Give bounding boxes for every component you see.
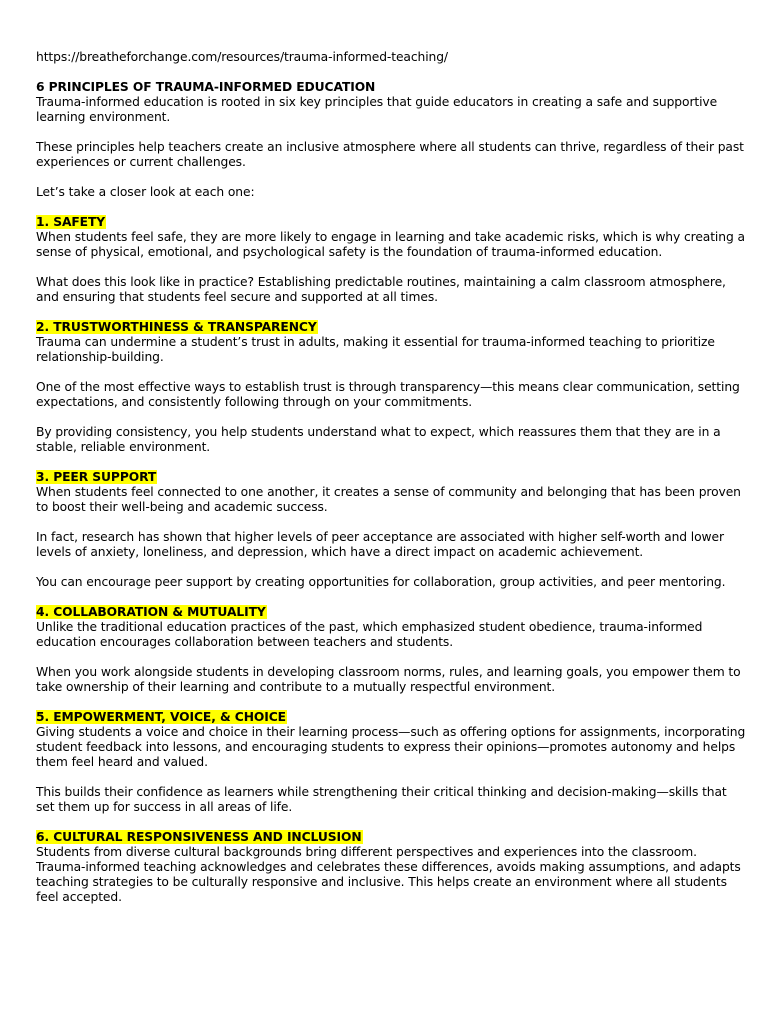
section-heading-peer-support xyxy=(36,470,748,485)
spacer xyxy=(36,560,748,575)
spacer xyxy=(36,305,748,320)
spacer xyxy=(36,515,748,530)
spacer xyxy=(36,260,748,275)
highlighted-heading-text: 6. CULTURAL RESPONSIVENESS AND INCLUSION xyxy=(36,830,362,844)
document-page xyxy=(36,50,748,905)
highlighted-heading-text: 1. SAFETY xyxy=(36,215,106,229)
spacer xyxy=(36,410,748,425)
section-paragraph: Unlike the traditional education practices of the past, which emphasized student obedience, trauma-informed education encourages collaboration between teachers and students. xyxy=(36,620,703,649)
highlighted-heading-text: 3. PEER SUPPORT xyxy=(36,470,157,484)
section-paragraph: One of the most effective ways to establish trust is through transparency—this means clear communication, setting expectations, and consistently following through on your commitments. xyxy=(36,380,740,409)
section-paragraph: When you work alongside students in developing classroom norms, rules, and learning goals, you empower them to take ownership of their learning and contribute to a mutually respectful environment. xyxy=(36,665,741,694)
intro-paragraph-2: These principles help teachers create an inclusive atmosphere where all students can thrive, regardless of their past experiences or current challenges. xyxy=(36,140,744,169)
section-heading-trustworthiness xyxy=(36,320,748,335)
section-paragraph: You can encourage peer support by creating opportunities for collaboration, group activities, and peer mentoring. xyxy=(36,575,726,589)
section-paragraph: By providing consistency, you help students understand what to expect, which reassures them that they are in a stable, reliable environment. xyxy=(36,425,721,454)
section-heading-cultural-responsiveness xyxy=(36,830,748,845)
section-heading-collaboration xyxy=(36,605,748,620)
spacer xyxy=(36,455,748,470)
spacer xyxy=(36,125,748,140)
spacer xyxy=(36,650,748,665)
section-paragraph: When students feel safe, they are more likely to engage in learning and take academic risks, which is why creating a sense of physical, emotional, and psychological safety is the foundation of trauma-informed education. xyxy=(36,230,745,259)
spacer xyxy=(36,590,748,605)
section-paragraph: What does this look like in practice? Establishing predictable routines, maintaining a calm classroom atmosphere, and ensuring that students feel secure and supported at all times. xyxy=(36,275,726,304)
spacer xyxy=(36,770,748,785)
highlighted-heading-text: 2. TRUSTWORTHINESS & TRANSPARENCY xyxy=(36,320,317,334)
document-title: 6 PRINCIPLES OF TRAUMA-INFORMED EDUCATION xyxy=(36,80,376,94)
section-paragraph: This builds their confidence as learners while strengthening their critical thinking and decision-making—skills that set them up for success in all areas of life. xyxy=(36,785,727,814)
highlighted-heading-text: 4. COLLABORATION & MUTUALITY xyxy=(36,605,266,619)
intro-paragraph-3: Let’s take a closer look at each one: xyxy=(36,185,255,199)
spacer xyxy=(36,815,748,830)
section-paragraph: Giving students a voice and choice in their learning process—such as offering options for assignments, incorporating student feedback into lessons, and encouraging students to express their opinions—promotes autonomy and helps them feel heard and valued. xyxy=(36,725,746,769)
section-paragraph: When students feel connected to one another, it creates a sense of community and belonging that has been proven to boost their well-being and academic success. xyxy=(36,485,741,514)
section-heading-safety xyxy=(36,215,748,230)
spacer xyxy=(36,200,748,215)
spacer xyxy=(36,65,748,80)
highlighted-heading-text: 5. EMPOWERMENT, VOICE, & CHOICE xyxy=(36,710,286,724)
section-paragraph: Trauma can undermine a student’s trust in adults, making it essential for trauma-informed teaching to prioritize relationship-building. xyxy=(36,335,715,364)
intro-paragraph-1: Trauma-informed education is rooted in six key principles that guide educators in creating a safe and supportive learning environment. xyxy=(36,95,718,124)
section-paragraph: Students from diverse cultural backgrounds bring different perspectives and experiences into the classroom. Trauma-informed teaching acknowledges and celebrates these differences, avoids making assumptions, and adapts teaching strategies to be culturally responsive and inclusive. This helps create an environment where all students feel accepted. xyxy=(36,845,741,904)
spacer xyxy=(36,170,748,185)
spacer xyxy=(36,365,748,380)
spacer xyxy=(36,695,748,710)
section-paragraph: In fact, research has shown that higher levels of peer acceptance are associated with higher self-worth and lower levels of anxiety, loneliness, and depression, which have a direct impact on academic achievement. xyxy=(36,530,724,559)
source-url: https://breatheforchange.com/resources/trauma-informed-teaching/ xyxy=(36,50,448,64)
section-heading-empowerment xyxy=(36,710,748,725)
